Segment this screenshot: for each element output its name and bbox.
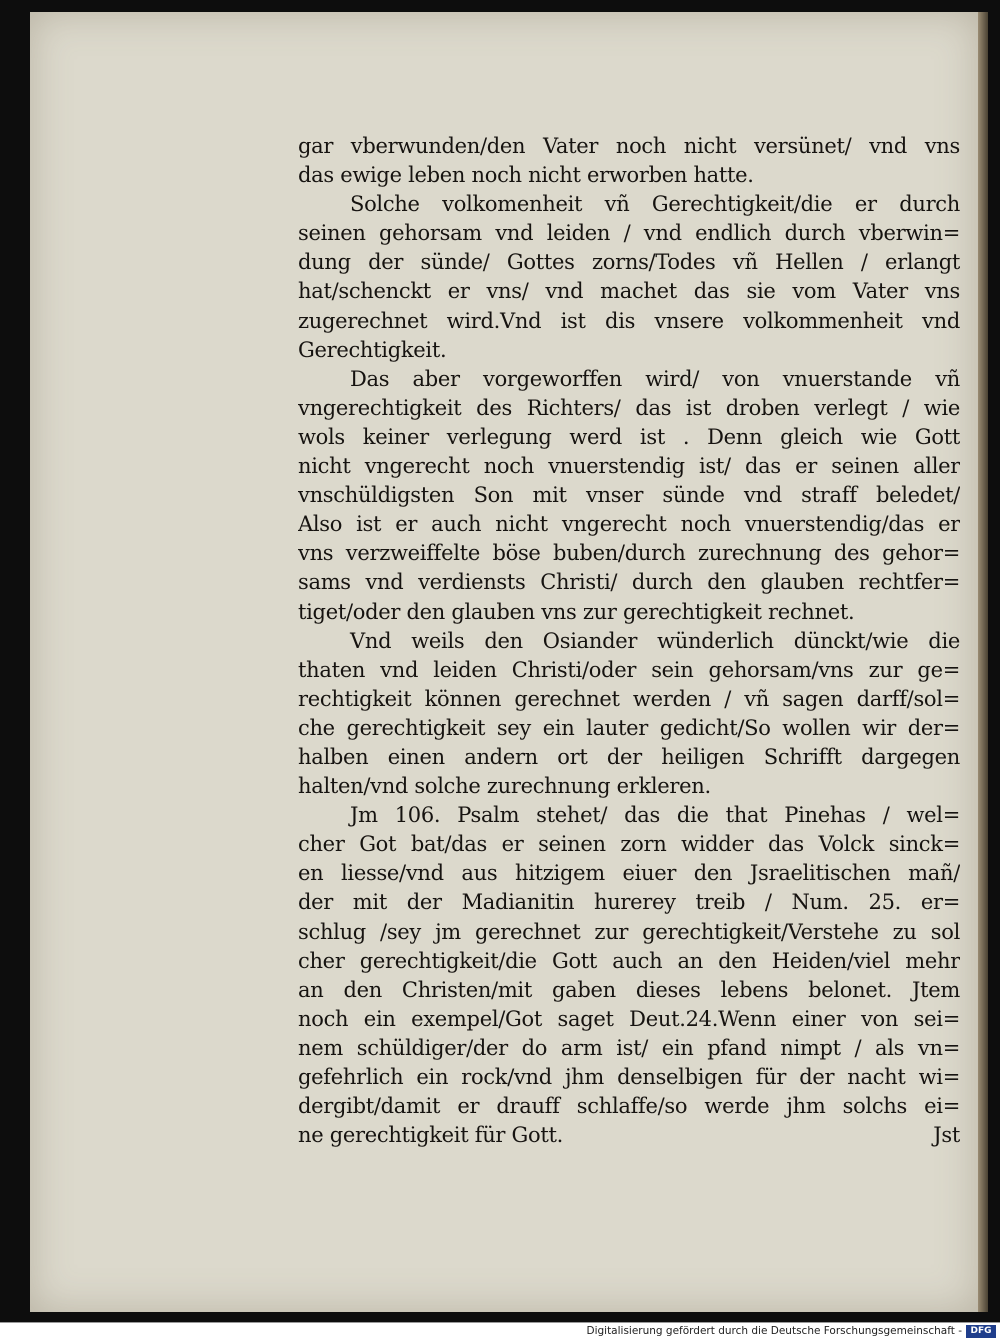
catchword: Jst xyxy=(933,1123,960,1148)
text-line: gefehrlich ein rock/vnd jhm denselbigen für der nacht wi= xyxy=(298,1065,960,1089)
page-text-block xyxy=(298,132,960,1150)
text-line: das ewige leben noch nicht erworben hatte. xyxy=(298,163,754,188)
text-line: Also ist er auch nicht vngerecht noch vnuerstendig/das er xyxy=(298,512,960,537)
text-line: vns verzweiffelte böse buben/durch zurechnung des gehor= xyxy=(298,541,960,566)
text-line: noch ein exempel/Got saget Deut.24.Wenn einer von sei= xyxy=(298,1006,960,1031)
text-line: rechtigkeit können gerechnet werden / vñ sagen darff/sol= xyxy=(298,686,960,711)
text-line: zugerechnet wird.Vnd ist dis vnsere volkommenheit vnd xyxy=(298,308,960,333)
text-line: cher Got bat/das er seinen zorn widder das Volck sinck= xyxy=(298,832,960,857)
text-line: cher gerechtigkeit/die Gott auch an den Heiden/viel mehr xyxy=(298,948,960,973)
final-line-text: ne gerechtigkeit für Gott. xyxy=(298,1123,564,1148)
text-line: dung der sünde/ Gottes zorns/Todes vñ Hellen / erlangt xyxy=(298,250,960,275)
text-line: Jm 106. Psalm stehet/ das die that Pinehas / wel= xyxy=(350,803,960,828)
text-line: halben einen andern ort der heiligen Schrifft dargegen xyxy=(298,744,960,769)
footer-credit: Digitalisierung gefördert durch die Deutsche Forschungsgemeinschaft - xyxy=(586,1325,962,1337)
text-line: en liesse/vnd aus hitzigem eiuer den Jsraelitischen mañ/ xyxy=(298,861,960,886)
text-line: seinen gehorsam vnd leiden / vnd endlich durch vberwin= xyxy=(298,221,960,246)
text-line: Solche volkomenheit vñ Gerechtigkeit/die er durch xyxy=(350,192,960,217)
text-line: vnschüldigsten Son mit vnser sünde vnd straff beledet/ xyxy=(298,483,960,508)
text-line: vngerechtigkeit des Richters/ das ist droben verlegt / wie xyxy=(298,395,960,420)
footer-bar xyxy=(0,1322,1000,1341)
text-line: Vnd weils den Osiander wünderlich dünckt/wie die xyxy=(350,628,960,653)
text-line: Gerechtigkeit. xyxy=(298,337,447,362)
text-line: Das aber vorgeworffen wird/ von vnuerstande vñ xyxy=(350,366,960,391)
book-page xyxy=(30,12,984,1312)
text-line: schlug /sey jm gerechnet zur gerechtigkeit/Verstehe zu sol xyxy=(298,919,960,944)
text-line: an den Christen/mit gaben dieses lebens belonet. Jtem xyxy=(298,977,960,1002)
text-line: tiget/oder den glauben vns zur gerechtigkeit rechnet. xyxy=(298,599,855,624)
text-line: thaten vnd leiden Christi/oder sein gehorsam/vns zur ge= xyxy=(298,657,960,682)
text-line: sams vnd verdiensts Christi/ durch den glauben rechtfer= xyxy=(298,570,960,595)
text-line: nicht vngerecht noch vnuerstendig ist/ das er seinen aller xyxy=(298,454,960,479)
text-line: hat/schenckt er vns/ vnd machet das sie vom Vater vns xyxy=(298,279,960,304)
text-line: dergibt/damit er drauff schlaffe/so werde jhm solchs ei= xyxy=(298,1094,960,1119)
text-line: der mit der Madianitin hurerey treib / Num. 25. er= xyxy=(298,890,960,915)
text-line: wols keiner verlegung werd ist . Denn gleich wie Gott xyxy=(298,424,960,449)
dfg-logo-icon: DFG xyxy=(966,1325,996,1338)
text-line: che gerechtigkeit sey ein lauter gedicht/So wollen wir der= xyxy=(298,715,960,740)
text-line: nem schüldiger/der do arm ist/ ein pfand nimpt / als vn= xyxy=(298,1035,960,1060)
page-edge xyxy=(978,12,988,1312)
text-line: gar vberwunden/den Vater noch nicht versünet/ vnd vns xyxy=(298,134,960,158)
text-line: halten/vnd solche zurechnung erkleren. xyxy=(298,774,711,799)
final-line xyxy=(298,1121,960,1150)
